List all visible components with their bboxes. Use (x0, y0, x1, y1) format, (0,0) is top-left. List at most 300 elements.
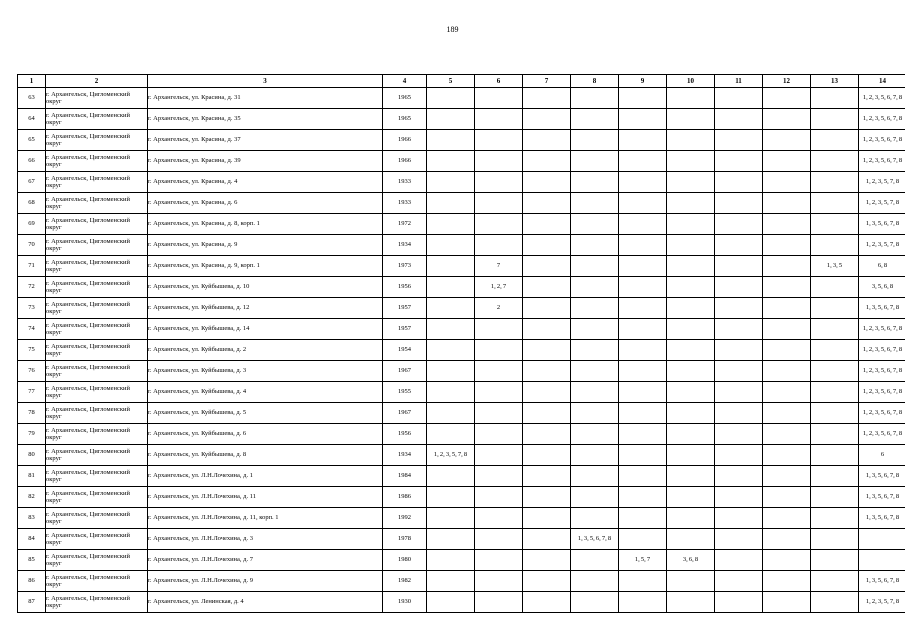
col-7-cell (523, 403, 571, 424)
col-6-cell (475, 550, 523, 571)
district-cell: г. Архангельск, Цигломенский округ (46, 319, 148, 340)
row-number-cell: 71 (18, 256, 46, 277)
col-7-cell (523, 361, 571, 382)
col-10-cell (667, 508, 715, 529)
col-12-cell (763, 592, 811, 613)
col-6-cell (475, 151, 523, 172)
year-built-cell: 1967 (383, 361, 427, 382)
col-8-cell (571, 445, 619, 466)
col-8-cell (571, 235, 619, 256)
col-8-cell (571, 109, 619, 130)
table-row (18, 193, 905, 214)
col-6-cell (475, 529, 523, 550)
col-11-cell (715, 235, 763, 256)
page-number: 189 (446, 25, 459, 34)
table-row (18, 256, 905, 277)
col-14-cell: 1, 2, 3, 5, 6, 7, 8 (859, 319, 905, 340)
col-9-cell (619, 592, 667, 613)
col-10-cell (667, 298, 715, 319)
col-11-cell (715, 151, 763, 172)
col-11-cell (715, 550, 763, 571)
col-14-cell: 1, 2, 3, 5, 6, 7, 8 (859, 340, 905, 361)
table-row (18, 592, 905, 613)
address-cell: г. Архангельск, ул. Красина, д. 35 (148, 109, 383, 130)
col-11-cell (715, 508, 763, 529)
col-6-cell (475, 214, 523, 235)
col-8-cell (571, 550, 619, 571)
col-5-cell (427, 172, 475, 193)
col-7-cell (523, 382, 571, 403)
col-5-cell (427, 130, 475, 151)
col-5-cell (427, 109, 475, 130)
col-12-cell (763, 361, 811, 382)
district-cell: г. Архангельск, Цигломенский округ (46, 172, 148, 193)
column-header-2: 2 (46, 75, 148, 88)
address-cell: г. Архангельск, ул. Л.Н.Лочехина, д. 11, корп. 1 (148, 508, 383, 529)
col-12-cell (763, 571, 811, 592)
col-12-cell (763, 319, 811, 340)
year-built-cell: 1956 (383, 424, 427, 445)
col-8-cell (571, 130, 619, 151)
col-6-cell: 2 (475, 298, 523, 319)
col-9-cell (619, 172, 667, 193)
col-13-cell (811, 340, 859, 361)
col-8-cell (571, 424, 619, 445)
col-9-cell (619, 340, 667, 361)
district-cell: г. Архангельск, Цигломенский округ (46, 592, 148, 613)
col-12-cell (763, 277, 811, 298)
col-7-cell (523, 487, 571, 508)
col-14-cell: 1, 3, 5, 6, 7, 8 (859, 571, 905, 592)
col-5-cell (427, 508, 475, 529)
district-cell: г. Архангельск, Цигломенский округ (46, 88, 148, 109)
year-built-cell: 1930 (383, 592, 427, 613)
col-9-cell (619, 361, 667, 382)
col-11-cell (715, 214, 763, 235)
row-number-cell: 73 (18, 298, 46, 319)
address-cell: г. Архангельск, ул. Куйбышева, д. 10 (148, 277, 383, 298)
col-7-cell (523, 214, 571, 235)
table-row (18, 508, 905, 529)
col-9-cell (619, 571, 667, 592)
col-11-cell (715, 445, 763, 466)
year-built-cell: 1984 (383, 466, 427, 487)
col-13-cell (811, 529, 859, 550)
table-row (18, 109, 905, 130)
col-8-cell (571, 487, 619, 508)
row-number-cell: 65 (18, 130, 46, 151)
col-6-cell (475, 445, 523, 466)
col-14-cell: 1, 2, 3, 5, 6, 7, 8 (859, 361, 905, 382)
col-7-cell (523, 277, 571, 298)
col-7-cell (523, 571, 571, 592)
col-14-cell: 1, 2, 3, 5, 7, 8 (859, 592, 905, 613)
col-12-cell (763, 487, 811, 508)
col-7-cell (523, 298, 571, 319)
row-number-cell: 78 (18, 403, 46, 424)
col-10-cell (667, 487, 715, 508)
column-header-11: 11 (715, 75, 763, 88)
district-cell: г. Архангельск, Цигломенский округ (46, 382, 148, 403)
district-cell: г. Архангельск, Цигломенский округ (46, 109, 148, 130)
col-14-cell: 1, 3, 5, 6, 7, 8 (859, 214, 905, 235)
column-header-5: 5 (427, 75, 475, 88)
col-5-cell (427, 88, 475, 109)
col-10-cell (667, 466, 715, 487)
table-row (18, 529, 905, 550)
col-13-cell (811, 550, 859, 571)
col-6-cell (475, 487, 523, 508)
col-5-cell (427, 466, 475, 487)
col-8-cell (571, 340, 619, 361)
district-cell: г. Архангельск, Цигломенский округ (46, 256, 148, 277)
col-14-cell: 1, 2, 3, 5, 6, 7, 8 (859, 151, 905, 172)
col-10-cell (667, 235, 715, 256)
col-6-cell (475, 235, 523, 256)
year-built-cell: 1982 (383, 571, 427, 592)
col-12-cell (763, 298, 811, 319)
col-14-cell (859, 550, 905, 571)
col-6-cell (475, 592, 523, 613)
col-8-cell (571, 382, 619, 403)
col-13-cell (811, 109, 859, 130)
col-11-cell (715, 130, 763, 151)
row-number-cell: 85 (18, 550, 46, 571)
col-11-cell (715, 298, 763, 319)
col-14-cell: 1, 2, 3, 5, 6, 7, 8 (859, 424, 905, 445)
year-built-cell: 1934 (383, 445, 427, 466)
year-built-cell: 1986 (383, 487, 427, 508)
col-8-cell (571, 277, 619, 298)
year-built-cell: 1956 (383, 277, 427, 298)
col-11-cell (715, 109, 763, 130)
year-built-cell: 1965 (383, 109, 427, 130)
col-7-cell (523, 550, 571, 571)
col-9-cell (619, 256, 667, 277)
row-number-cell: 74 (18, 319, 46, 340)
col-7-cell (523, 109, 571, 130)
col-11-cell (715, 319, 763, 340)
col-5-cell (427, 235, 475, 256)
col-13-cell (811, 151, 859, 172)
col-14-cell: 1, 2, 3, 5, 6, 7, 8 (859, 130, 905, 151)
col-10-cell (667, 529, 715, 550)
address-cell: г. Архангельск, ул. Куйбышева, д. 12 (148, 298, 383, 319)
year-built-cell: 1973 (383, 256, 427, 277)
col-11-cell (715, 172, 763, 193)
table-row (18, 487, 905, 508)
col-14-cell (859, 529, 905, 550)
col-6-cell (475, 361, 523, 382)
district-cell: г. Архангельск, Цигломенский округ (46, 361, 148, 382)
col-7-cell (523, 466, 571, 487)
col-7-cell (523, 319, 571, 340)
col-8-cell: 1, 3, 5, 6, 7, 8 (571, 529, 619, 550)
col-14-cell: 6, 8 (859, 256, 905, 277)
col-10-cell (667, 592, 715, 613)
column-header-10: 10 (667, 75, 715, 88)
col-5-cell (427, 571, 475, 592)
col-13-cell (811, 592, 859, 613)
table-row (18, 298, 905, 319)
year-built-cell: 1954 (383, 340, 427, 361)
row-number-cell: 75 (18, 340, 46, 361)
col-8-cell (571, 298, 619, 319)
col-5-cell (427, 298, 475, 319)
col-14-cell: 1, 2, 3, 5, 6, 7, 8 (859, 109, 905, 130)
district-cell: г. Архангельск, Цигломенский округ (46, 340, 148, 361)
col-12-cell (763, 508, 811, 529)
table-row (18, 550, 905, 571)
col-5-cell (427, 592, 475, 613)
col-6-cell (475, 109, 523, 130)
col-14-cell: 1, 2, 3, 5, 7, 8 (859, 235, 905, 256)
table-body (18, 88, 905, 613)
col-13-cell (811, 508, 859, 529)
col-9-cell (619, 529, 667, 550)
table-row (18, 319, 905, 340)
col-12-cell (763, 193, 811, 214)
year-built-cell: 1957 (383, 319, 427, 340)
col-10-cell (667, 151, 715, 172)
col-14-cell: 1, 2, 3, 5, 6, 7, 8 (859, 403, 905, 424)
column-number-header-row (18, 75, 905, 88)
col-11-cell (715, 424, 763, 445)
col-7-cell (523, 256, 571, 277)
col-11-cell (715, 529, 763, 550)
district-cell: г. Архангельск, Цигломенский округ (46, 445, 148, 466)
column-header-8: 8 (571, 75, 619, 88)
row-number-cell: 84 (18, 529, 46, 550)
col-13-cell (811, 298, 859, 319)
address-cell: г. Архангельск, ул. Куйбышева, д. 14 (148, 319, 383, 340)
district-cell: г. Архангельск, Цигломенский округ (46, 466, 148, 487)
col-8-cell (571, 361, 619, 382)
table-row (18, 130, 905, 151)
row-number-cell: 66 (18, 151, 46, 172)
col-10-cell (667, 445, 715, 466)
col-9-cell: 1, 5, 7 (619, 550, 667, 571)
col-13-cell (811, 277, 859, 298)
col-12-cell (763, 340, 811, 361)
col-5-cell (427, 277, 475, 298)
col-11-cell (715, 88, 763, 109)
table-row (18, 172, 905, 193)
table-row (18, 214, 905, 235)
col-7-cell (523, 424, 571, 445)
col-10-cell (667, 214, 715, 235)
col-14-cell: 1, 2, 3, 5, 7, 8 (859, 172, 905, 193)
col-8-cell (571, 403, 619, 424)
row-number-cell: 81 (18, 466, 46, 487)
table-row (18, 382, 905, 403)
col-6-cell (475, 130, 523, 151)
address-cell: г. Архангельск, ул. Л.Н.Лочехина, д. 1 (148, 466, 383, 487)
col-6-cell (475, 88, 523, 109)
address-cell: г. Архангельск, ул. Л.Н.Лочехина, д. 7 (148, 550, 383, 571)
table-row (18, 151, 905, 172)
col-8-cell (571, 571, 619, 592)
col-10-cell (667, 172, 715, 193)
col-9-cell (619, 298, 667, 319)
district-cell: г. Архангельск, Цигломенский округ (46, 550, 148, 571)
col-11-cell (715, 403, 763, 424)
col-10-cell (667, 571, 715, 592)
col-5-cell (427, 487, 475, 508)
col-11-cell (715, 361, 763, 382)
col-7-cell (523, 445, 571, 466)
col-12-cell (763, 445, 811, 466)
col-7-cell (523, 529, 571, 550)
district-cell: г. Архангельск, Цигломенский округ (46, 277, 148, 298)
year-built-cell: 1966 (383, 151, 427, 172)
col-14-cell: 1, 2, 3, 5, 7, 8 (859, 193, 905, 214)
col-9-cell (619, 424, 667, 445)
col-9-cell (619, 466, 667, 487)
address-cell: г. Архангельск, ул. Красина, д. 9, корп. 1 (148, 256, 383, 277)
year-built-cell: 1933 (383, 193, 427, 214)
col-5-cell (427, 424, 475, 445)
col-6-cell: 1, 2, 7 (475, 277, 523, 298)
col-14-cell: 1, 2, 3, 5, 6, 7, 8 (859, 382, 905, 403)
col-14-cell: 6 (859, 445, 905, 466)
col-13-cell (811, 424, 859, 445)
col-8-cell (571, 214, 619, 235)
address-cell: г. Архангельск, ул. Красина, д. 37 (148, 130, 383, 151)
col-12-cell (763, 256, 811, 277)
district-cell: г. Архангельск, Цигломенский округ (46, 151, 148, 172)
col-13-cell (811, 445, 859, 466)
col-9-cell (619, 88, 667, 109)
table-row (18, 445, 905, 466)
col-5-cell (427, 256, 475, 277)
table-row (18, 361, 905, 382)
row-number-cell: 68 (18, 193, 46, 214)
col-9-cell (619, 193, 667, 214)
col-6-cell (475, 172, 523, 193)
row-number-cell: 83 (18, 508, 46, 529)
column-header-4: 4 (383, 75, 427, 88)
table-row (18, 403, 905, 424)
col-6-cell (475, 340, 523, 361)
year-built-cell: 1972 (383, 214, 427, 235)
col-13-cell (811, 130, 859, 151)
col-9-cell (619, 508, 667, 529)
col-7-cell (523, 508, 571, 529)
col-9-cell (619, 235, 667, 256)
address-cell: г. Архангельск, ул. Ленинская, д. 4 (148, 592, 383, 613)
col-10-cell (667, 88, 715, 109)
col-7-cell (523, 235, 571, 256)
col-9-cell (619, 382, 667, 403)
col-10-cell (667, 277, 715, 298)
col-13-cell (811, 88, 859, 109)
year-built-cell: 1934 (383, 235, 427, 256)
col-5-cell (427, 382, 475, 403)
col-13-cell (811, 214, 859, 235)
year-built-cell: 1955 (383, 382, 427, 403)
col-8-cell (571, 592, 619, 613)
table-row (18, 340, 905, 361)
address-cell: г. Архангельск, ул. Куйбышева, д. 6 (148, 424, 383, 445)
row-number-cell: 72 (18, 277, 46, 298)
col-12-cell (763, 172, 811, 193)
col-5-cell (427, 214, 475, 235)
col-11-cell (715, 256, 763, 277)
col-11-cell (715, 571, 763, 592)
col-5-cell (427, 550, 475, 571)
col-5-cell (427, 340, 475, 361)
col-5-cell (427, 361, 475, 382)
col-12-cell (763, 403, 811, 424)
col-5-cell (427, 193, 475, 214)
col-10-cell (667, 130, 715, 151)
col-9-cell (619, 277, 667, 298)
col-10-cell (667, 340, 715, 361)
district-cell: г. Архангельск, Цигломенский округ (46, 508, 148, 529)
col-12-cell (763, 424, 811, 445)
year-built-cell: 1980 (383, 550, 427, 571)
col-10-cell (667, 403, 715, 424)
col-11-cell (715, 193, 763, 214)
address-cell: г. Архангельск, ул. Красина, д. 4 (148, 172, 383, 193)
col-6-cell (475, 403, 523, 424)
col-5-cell (427, 319, 475, 340)
address-cell: г. Архангельск, ул. Красина, д. 31 (148, 88, 383, 109)
table-row (18, 571, 905, 592)
col-13-cell (811, 193, 859, 214)
col-7-cell (523, 151, 571, 172)
housing-registry-table (17, 74, 905, 613)
col-13-cell (811, 235, 859, 256)
district-cell: г. Архангельск, Цигломенский округ (46, 424, 148, 445)
col-13-cell: 1, 3, 5 (811, 256, 859, 277)
col-6-cell (475, 424, 523, 445)
col-9-cell (619, 445, 667, 466)
col-5-cell: 1, 2, 3, 5, 7, 8 (427, 445, 475, 466)
col-8-cell (571, 88, 619, 109)
col-12-cell (763, 529, 811, 550)
col-12-cell (763, 550, 811, 571)
col-11-cell (715, 487, 763, 508)
col-7-cell (523, 592, 571, 613)
col-11-cell (715, 340, 763, 361)
col-5-cell (427, 151, 475, 172)
district-cell: г. Архангельск, Цигломенский округ (46, 130, 148, 151)
col-13-cell (811, 487, 859, 508)
address-cell: г. Архангельск, ул. Л.Н.Лочехина, д. 9 (148, 571, 383, 592)
col-14-cell: 1, 2, 3, 5, 6, 7, 8 (859, 88, 905, 109)
address-cell: г. Архангельск, ул. Л.Н.Лочехина, д. 3 (148, 529, 383, 550)
year-built-cell: 1966 (383, 130, 427, 151)
col-11-cell (715, 277, 763, 298)
col-14-cell: 1, 3, 5, 6, 7, 8 (859, 466, 905, 487)
row-number-cell: 64 (18, 109, 46, 130)
column-header-9: 9 (619, 75, 667, 88)
col-13-cell (811, 466, 859, 487)
col-6-cell (475, 571, 523, 592)
col-6-cell (475, 193, 523, 214)
column-header-3: 3 (148, 75, 383, 88)
row-number-cell: 76 (18, 361, 46, 382)
district-cell: г. Архангельск, Цигломенский округ (46, 193, 148, 214)
col-8-cell (571, 508, 619, 529)
col-12-cell (763, 151, 811, 172)
col-11-cell (715, 382, 763, 403)
address-cell: г. Архангельск, ул. Куйбышева, д. 4 (148, 382, 383, 403)
col-6-cell (475, 466, 523, 487)
district-cell: г. Архангельск, Цигломенский округ (46, 529, 148, 550)
